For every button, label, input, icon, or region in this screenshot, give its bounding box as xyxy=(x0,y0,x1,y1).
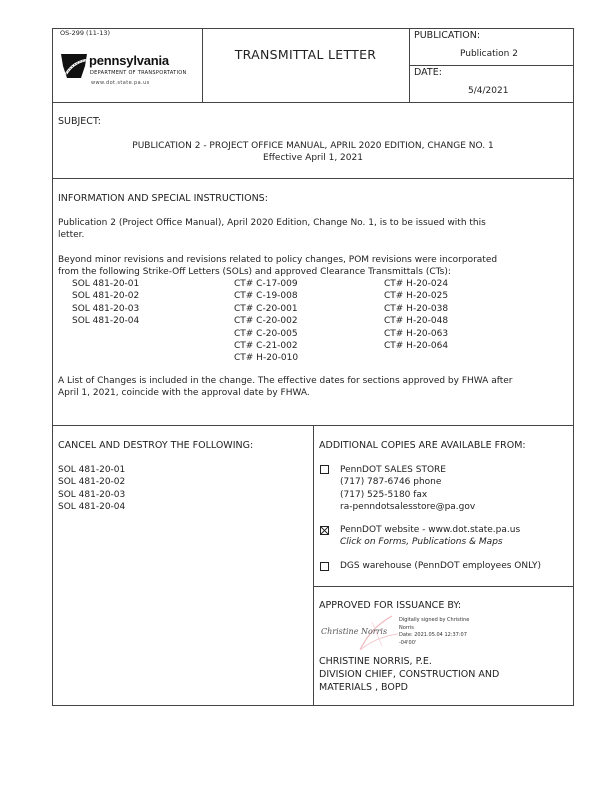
publication-value: Publication 2 xyxy=(460,49,518,59)
cancel-item: SOL 481-20-02 xyxy=(58,477,126,488)
sol-item: SOL 481-20-01 xyxy=(72,279,140,289)
ct-item: CT# H-20-064 xyxy=(384,341,449,352)
dgs-warehouse: DGS warehouse (PennDOT employees ONLY) xyxy=(340,561,541,571)
info-para3-line2: April 1, 2021, coincide with the approval date by FHWA. xyxy=(58,388,310,398)
store-name: PennDOT SALES STORE xyxy=(340,465,446,475)
digital-signature-details xyxy=(399,617,469,647)
cancel-list xyxy=(58,464,125,514)
sig-meta-line: Digitally signed by Christine xyxy=(399,617,470,623)
sig-meta-line: Date: 2021.05.04 12:37:07 xyxy=(399,632,467,638)
ct-item: CT# C-20-005 xyxy=(234,328,298,339)
cancel-item: SOL 481-20-03 xyxy=(58,489,126,500)
approver-block xyxy=(319,655,499,694)
logo-wordmark: pennsylvania xyxy=(89,53,169,68)
sol-item: SOL 481-20-04 xyxy=(72,316,140,327)
website-line-1: PennDOT website - www.dot.state.pa.us xyxy=(340,525,521,535)
sol-list xyxy=(72,278,139,328)
ct-item: CT# C-17-009 xyxy=(234,279,298,289)
store-phone: (717) 787-6746 phone xyxy=(340,477,442,488)
ct-item: CT# C-21-002 xyxy=(234,341,298,352)
logo-department: DEPARTMENT OF TRANSPORTATION xyxy=(90,70,187,76)
handwritten-signature: Christine Norris xyxy=(321,627,388,636)
sol-item: SOL 481-20-02 xyxy=(72,291,140,302)
store-email: ra-penndotsalesstore@pa.gov xyxy=(340,502,476,513)
cancel-item: SOL 481-20-01 xyxy=(58,465,126,475)
form-number: OS-299 (11-13) xyxy=(60,29,111,37)
approval-label: APPROVED FOR ISSUANCE BY: xyxy=(319,600,462,611)
subject-bottom-line xyxy=(52,178,574,179)
sig-meta-line: Norris xyxy=(399,624,414,631)
ct-item: CT# H-20-038 xyxy=(384,303,449,314)
lower-column-divider xyxy=(313,425,314,706)
sales-store-checkbox[interactable] xyxy=(320,465,329,474)
info-label: INFORMATION AND SPECIAL INSTRUCTIONS: xyxy=(58,193,268,204)
header-bottom-line xyxy=(52,102,574,103)
info-para1-line2: letter. xyxy=(58,230,85,240)
ct-item: CT# H-20-048 xyxy=(384,316,449,327)
sig-meta-line: -04'00' xyxy=(399,639,417,646)
ct-item: CT# C-20-001 xyxy=(234,303,298,314)
sol-item: SOL 481-20-03 xyxy=(72,303,140,314)
ct-list-2 xyxy=(384,278,448,352)
subject-line-2: Effective April 1, 2021 xyxy=(263,153,363,163)
ct-item: CT# C-19-008 xyxy=(234,291,298,302)
subject-label: SUBJECT: xyxy=(58,116,101,127)
ct-item: CT# H-20-010 xyxy=(234,353,299,364)
publication-label: PUBLICATION: xyxy=(414,30,481,41)
website-line-2: Click on Forms, Publications & Maps xyxy=(340,537,503,547)
logo-url: www.dot.state.pa.us xyxy=(91,80,150,86)
dgs-checkbox[interactable] xyxy=(320,562,329,571)
approver-name: CHRISTINE NORRIS, P.E. xyxy=(319,656,432,667)
checked-x-icon xyxy=(320,526,329,535)
info-para2-line1: Beyond minor revisions and revisions related to policy changes, POM revisions were incorporated xyxy=(58,255,498,265)
date-value: 5/4/2021 xyxy=(468,86,509,96)
document-title: TRANSMITTAL LETTER xyxy=(234,47,377,62)
approval-top-line xyxy=(313,586,574,587)
ct-list-1 xyxy=(234,278,298,365)
ct-item: CT# H-20-024 xyxy=(384,279,449,289)
store-fax: (717) 525-5180 fax xyxy=(340,489,428,500)
website-checkbox[interactable] xyxy=(320,526,329,535)
sales-store-info xyxy=(340,464,475,514)
cancel-label: CANCEL AND DESTROY THE FOLLOWING: xyxy=(58,440,254,451)
date-label: DATE: xyxy=(414,67,442,78)
info-para3-line1: A List of Changes is included in the change. The effective dates for sections approved by FHWA after xyxy=(58,376,513,386)
cancel-item: SOL 481-20-04 xyxy=(58,502,126,513)
copies-label: ADDITIONAL COPIES ARE AVAILABLE FROM: xyxy=(319,440,526,451)
ct-item: CT# C-20-002 xyxy=(234,316,298,327)
approver-title-1: DIVISION CHIEF, CONSTRUCTION AND xyxy=(319,669,500,680)
header-divider-1 xyxy=(202,28,203,102)
info-para1-line1: Publication 2 (Project Office Manual), April 2020 Edition, Change No. 1, is to be issued with this xyxy=(58,218,486,228)
ct-item: CT# H-20-063 xyxy=(384,328,449,339)
ct-item: CT# H-20-025 xyxy=(384,291,449,302)
info-para2-line2: from the following Strike-Off Letters (SOLs) and approved Clearance Transmittals (CTs): xyxy=(58,267,451,277)
keystone-logo-icon xyxy=(59,52,89,83)
approver-title-2: MATERIALS , BOPD xyxy=(319,682,408,693)
subject-line-1: PUBLICATION 2 - PROJECT OFFICE MANUAL, APRIL 2020 EDITION, CHANGE NO. 1 xyxy=(132,141,494,151)
pub-date-divider xyxy=(409,65,574,66)
